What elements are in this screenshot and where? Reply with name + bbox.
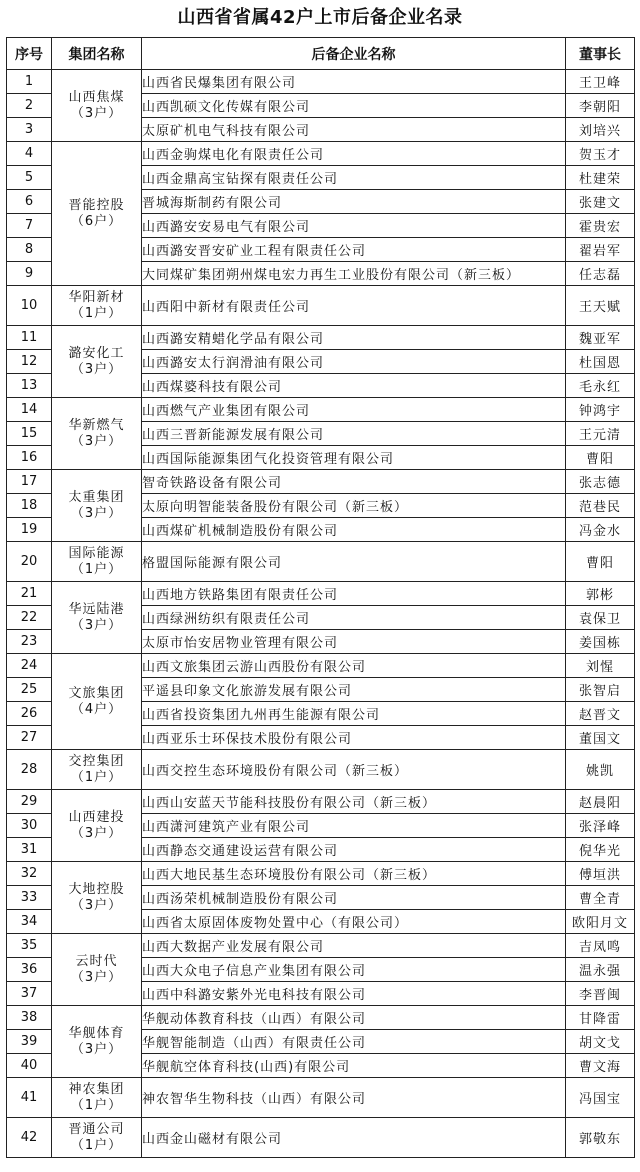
- chairman-cell: 王天赋: [566, 286, 635, 326]
- company-cell: 山西省太原固体废物处置中心（有限公司）: [142, 910, 566, 934]
- chairman-cell: 刘惺: [566, 654, 635, 678]
- table-row: [7, 542, 635, 582]
- group-count: （3户）: [70, 105, 123, 121]
- group-count: （3户）: [70, 897, 123, 913]
- chairman-cell: 张志德: [566, 470, 635, 494]
- seq-cell: 32: [7, 862, 52, 886]
- group-name: 华新燃气: [68, 417, 125, 433]
- seq-cell: 34: [7, 910, 52, 934]
- chairman-cell: 姚凯: [566, 750, 635, 790]
- company-cell: 山西地方铁路集团有限责任公司: [142, 582, 566, 606]
- table-row: [7, 470, 635, 494]
- chairman-cell: 杜国恩: [566, 350, 635, 374]
- company-cell: 山西燃气产业集团有限公司: [142, 398, 566, 422]
- group-cell: [52, 1006, 142, 1078]
- table-row: [7, 750, 635, 790]
- group-count: （6户）: [70, 213, 123, 229]
- group-count: （3户）: [70, 1041, 123, 1057]
- group-count: （1户）: [70, 1097, 123, 1113]
- header-company: 后备企业名称: [142, 38, 566, 70]
- seq-cell: 24: [7, 654, 52, 678]
- chairman-cell: 王元清: [566, 422, 635, 446]
- company-cell: 山西省投资集团九州再生能源有限公司: [142, 702, 566, 726]
- seq-cell: 5: [7, 166, 52, 190]
- seq-cell: 2: [7, 94, 52, 118]
- company-cell: 神农智华生物科技（山西）有限公司: [142, 1078, 566, 1118]
- table-row: [7, 1118, 635, 1158]
- group-cell: [52, 398, 142, 470]
- company-cell: 华舰动体教育科技（山西）有限公司: [142, 1006, 566, 1030]
- group-cell: [52, 654, 142, 750]
- company-cell: 山西凯硕文化传媒有限公司: [142, 94, 566, 118]
- group-name: 文旅集团: [68, 685, 125, 701]
- group-name: 华阳新材: [68, 289, 125, 305]
- company-cell: 太原矿机电气科技有限公司: [142, 118, 566, 142]
- company-cell: 山西文旅集团云游山西股份有限公司: [142, 654, 566, 678]
- company-cell: 山西交控生态环境股份有限公司（新三板）: [142, 750, 566, 790]
- seq-cell: 35: [7, 934, 52, 958]
- company-cell: 山西金山磁材有限公司: [142, 1118, 566, 1158]
- chairman-cell: 姜国栋: [566, 630, 635, 654]
- group-name: 云时代: [75, 953, 118, 969]
- group-count: （3户）: [70, 825, 123, 841]
- seq-cell: 19: [7, 518, 52, 542]
- chairman-cell: 钟鸿宇: [566, 398, 635, 422]
- seq-cell: 42: [7, 1118, 52, 1158]
- chairman-cell: 贺玉才: [566, 142, 635, 166]
- group-name: 晋能控股: [68, 197, 125, 213]
- table-header-row: [7, 38, 635, 70]
- seq-cell: 3: [7, 118, 52, 142]
- group-name: 潞安化工: [68, 345, 125, 361]
- table-row: [7, 654, 635, 678]
- group-name: 太重集团: [68, 489, 125, 505]
- chairman-cell: 冯金水: [566, 518, 635, 542]
- seq-cell: 13: [7, 374, 52, 398]
- chairman-cell: 任志磊: [566, 262, 635, 286]
- table-body: [7, 70, 635, 1158]
- chairman-cell: 倪华光: [566, 838, 635, 862]
- group-name: 华远陆港: [68, 601, 125, 617]
- chairman-cell: 傅垣洪: [566, 862, 635, 886]
- company-cell: 山西省民爆集团有限公司: [142, 70, 566, 94]
- seq-cell: 4: [7, 142, 52, 166]
- company-cell: 山西亚乐士环保技术股份有限公司: [142, 726, 566, 750]
- chairman-cell: 李晋闽: [566, 982, 635, 1006]
- seq-cell: 37: [7, 982, 52, 1006]
- seq-cell: 12: [7, 350, 52, 374]
- seq-cell: 33: [7, 886, 52, 910]
- chairman-cell: 曹文海: [566, 1054, 635, 1078]
- group-count: （3户）: [70, 969, 123, 985]
- group-name: 山西焦煤: [68, 89, 125, 105]
- company-cell: 山西国际能源集团气化投资管理有限公司: [142, 446, 566, 470]
- chairman-cell: 翟岩军: [566, 238, 635, 262]
- table-row: [7, 142, 635, 166]
- chairman-cell: 赵晋文: [566, 702, 635, 726]
- seq-cell: 11: [7, 326, 52, 350]
- company-cell: 山西煤矿机械制造股份有限公司: [142, 518, 566, 542]
- seq-cell: 14: [7, 398, 52, 422]
- group-cell: [52, 1118, 142, 1158]
- chairman-cell: 王卫峰: [566, 70, 635, 94]
- table-row: [7, 1006, 635, 1030]
- group-name: 晋通公司: [68, 1121, 125, 1137]
- company-table: [6, 37, 635, 1158]
- chairman-cell: 霍贵宏: [566, 214, 635, 238]
- seq-cell: 7: [7, 214, 52, 238]
- chairman-cell: 袁保卫: [566, 606, 635, 630]
- group-count: （3户）: [70, 617, 123, 633]
- seq-cell: 25: [7, 678, 52, 702]
- group-count: （1户）: [70, 769, 123, 785]
- seq-cell: 16: [7, 446, 52, 470]
- group-name: 国际能源: [68, 545, 125, 561]
- chairman-cell: 范巷民: [566, 494, 635, 518]
- chairman-cell: 董国文: [566, 726, 635, 750]
- seq-cell: 8: [7, 238, 52, 262]
- group-cell: [52, 470, 142, 542]
- group-cell: [52, 70, 142, 142]
- chairman-cell: 曹全青: [566, 886, 635, 910]
- group-count: （1户）: [70, 561, 123, 577]
- company-cell: 山西山安蓝天节能科技股份有限公司（新三板）: [142, 790, 566, 814]
- table-row: [7, 582, 635, 606]
- chairman-cell: 张建文: [566, 190, 635, 214]
- chairman-cell: 张智启: [566, 678, 635, 702]
- chairman-cell: 冯国宝: [566, 1078, 635, 1118]
- company-cell: 山西大数据产业发展有限公司: [142, 934, 566, 958]
- company-cell: 华舰智能制造（山西）有限责任公司: [142, 1030, 566, 1054]
- group-cell: [52, 582, 142, 654]
- group-count: （3户）: [70, 433, 123, 449]
- table-row: [7, 862, 635, 886]
- company-cell: 平遥县印象文化旅游发展有限公司: [142, 678, 566, 702]
- group-cell: [52, 1078, 142, 1118]
- chairman-cell: 温永强: [566, 958, 635, 982]
- group-cell: [52, 862, 142, 934]
- group-cell: [52, 326, 142, 398]
- chairman-cell: 欧阳月文: [566, 910, 635, 934]
- seq-cell: 22: [7, 606, 52, 630]
- seq-cell: 10: [7, 286, 52, 326]
- company-cell: 华舰航空体育科技(山西)有限公司: [142, 1054, 566, 1078]
- document-title: 山西省省属42户上市后备企业名录: [177, 7, 463, 28]
- seq-cell: 38: [7, 1006, 52, 1030]
- chairman-cell: 曹阳: [566, 542, 635, 582]
- table-row: [7, 1078, 635, 1118]
- seq-cell: 20: [7, 542, 52, 582]
- company-cell: 山西潞安晋安矿业工程有限责任公司: [142, 238, 566, 262]
- company-cell: 山西静态交通建设运营有限公司: [142, 838, 566, 862]
- group-count: （1户）: [70, 1137, 123, 1153]
- seq-cell: 26: [7, 702, 52, 726]
- company-cell: 山西汤荣机械制造股份有限公司: [142, 886, 566, 910]
- group-count: （3户）: [70, 361, 123, 377]
- seq-cell: 1: [7, 70, 52, 94]
- company-cell: 山西潞安太行润滑油有限公司: [142, 350, 566, 374]
- chairman-cell: 毛永红: [566, 374, 635, 398]
- chairman-cell: 甘降雷: [566, 1006, 635, 1030]
- group-cell: [52, 750, 142, 790]
- company-cell: 山西潇河建筑产业有限公司: [142, 814, 566, 838]
- group-name: 神农集团: [68, 1081, 125, 1097]
- group-name: 交控集团: [68, 753, 125, 769]
- company-cell: 山西阳中新材有限责任公司: [142, 286, 566, 326]
- chairman-cell: 曹阳: [566, 446, 635, 470]
- group-cell: [52, 934, 142, 1006]
- company-cell: 山西三晋新能源发展有限公司: [142, 422, 566, 446]
- company-cell: 太原市怡安居物业管理有限公司: [142, 630, 566, 654]
- header-chairman: 董事长: [566, 38, 635, 70]
- table-row: [7, 70, 635, 94]
- chairman-cell: 赵晨阳: [566, 790, 635, 814]
- header-group: 集团名称: [52, 38, 142, 70]
- seq-cell: 21: [7, 582, 52, 606]
- chairman-cell: 李朝阳: [566, 94, 635, 118]
- seq-cell: 9: [7, 262, 52, 286]
- chairman-cell: 杜建荣: [566, 166, 635, 190]
- seq-cell: 36: [7, 958, 52, 982]
- chairman-cell: 郭彬: [566, 582, 635, 606]
- table-row: [7, 286, 635, 326]
- chairman-cell: 张泽峰: [566, 814, 635, 838]
- group-count: （4户）: [70, 701, 123, 717]
- group-cell: [52, 286, 142, 326]
- company-cell: 格盟国际能源有限公司: [142, 542, 566, 582]
- company-cell: 山西潞安安易电气有限公司: [142, 214, 566, 238]
- group-name: 华舰体育: [68, 1025, 125, 1041]
- seq-cell: 18: [7, 494, 52, 518]
- company-cell: 山西潞安精蜡化学品有限公司: [142, 326, 566, 350]
- company-cell: 晋城海斯制药有限公司: [142, 190, 566, 214]
- company-cell: 山西金驹煤电化有限责任公司: [142, 142, 566, 166]
- group-cell: [52, 790, 142, 862]
- table-row: [7, 790, 635, 814]
- seq-cell: 40: [7, 1054, 52, 1078]
- group-count: （3户）: [70, 505, 123, 521]
- seq-cell: 15: [7, 422, 52, 446]
- table-row: [7, 326, 635, 350]
- header-seq: 序号: [7, 38, 52, 70]
- seq-cell: 31: [7, 838, 52, 862]
- table-row: [7, 934, 635, 958]
- seq-cell: 6: [7, 190, 52, 214]
- company-cell: 太原向明智能装备股份有限公司（新三板）: [142, 494, 566, 518]
- company-cell: 山西中科潞安紫外光电科技有限公司: [142, 982, 566, 1006]
- seq-cell: 29: [7, 790, 52, 814]
- seq-cell: 23: [7, 630, 52, 654]
- seq-cell: 17: [7, 470, 52, 494]
- table-row: [7, 398, 635, 422]
- company-cell: 山西大众电子信息产业集团有限公司: [142, 958, 566, 982]
- seq-cell: 30: [7, 814, 52, 838]
- company-cell: 山西煤婆科技有限公司: [142, 374, 566, 398]
- chairman-cell: 胡文戈: [566, 1030, 635, 1054]
- seq-cell: 41: [7, 1078, 52, 1118]
- chairman-cell: 吉凤鸣: [566, 934, 635, 958]
- chairman-cell: 魏亚军: [566, 326, 635, 350]
- company-cell: 山西大地民基生态环境股份有限公司（新三板）: [142, 862, 566, 886]
- group-name: 大地控股: [68, 881, 125, 897]
- company-cell: 智奇铁路设备有限公司: [142, 470, 566, 494]
- seq-cell: 28: [7, 750, 52, 790]
- company-cell: 大同煤矿集团朔州煤电宏力再生工业股份有限公司（新三板）: [142, 262, 566, 286]
- group-count: （1户）: [70, 305, 123, 321]
- group-name: 山西建投: [68, 809, 125, 825]
- seq-cell: 27: [7, 726, 52, 750]
- company-cell: 山西金鼎高宝钻探有限责任公司: [142, 166, 566, 190]
- group-cell: [52, 542, 142, 582]
- chairman-cell: 刘培兴: [566, 118, 635, 142]
- group-cell: [52, 142, 142, 286]
- company-cell: 山西绿洲纺织有限责任公司: [142, 606, 566, 630]
- chairman-cell: 郭敬东: [566, 1118, 635, 1158]
- seq-cell: 39: [7, 1030, 52, 1054]
